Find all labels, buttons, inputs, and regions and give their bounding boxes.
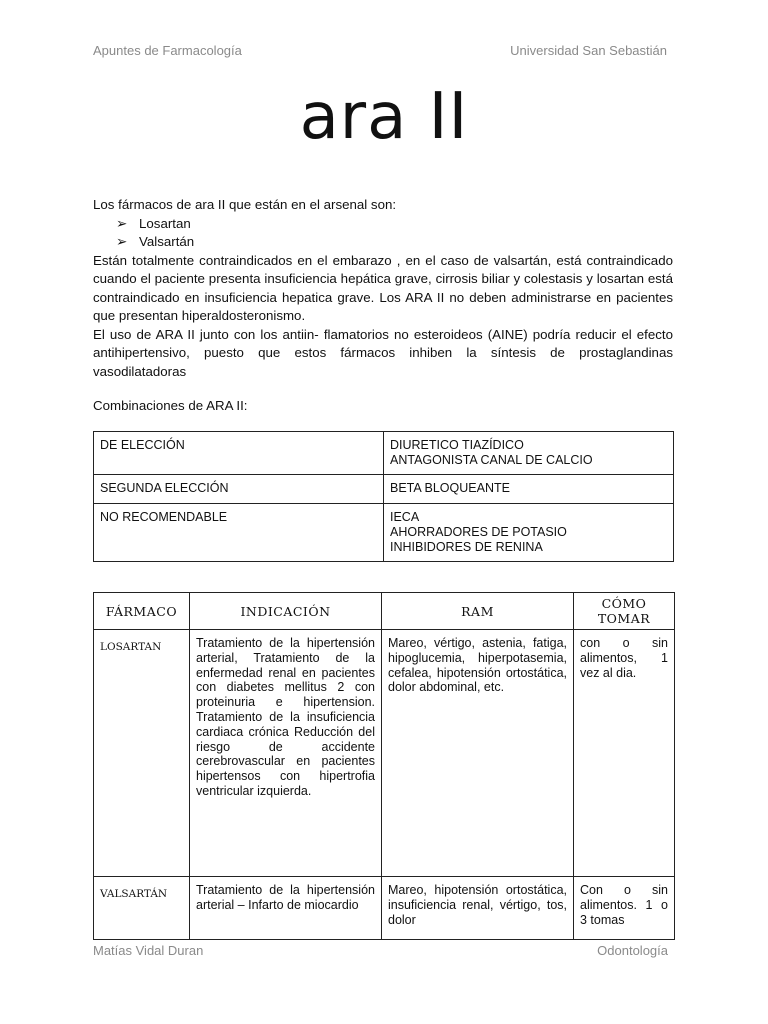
table-row [94, 630, 675, 877]
column-header: FÁRMACO [94, 593, 190, 630]
table-cell: DE ELECCIÓN [94, 432, 384, 475]
dosage-cell: con o sin alimentos, 1 vez al dia. [574, 630, 675, 877]
header-right: Universidad San Sebastián [510, 43, 667, 58]
list-item [93, 233, 673, 252]
body-text [93, 196, 673, 381]
page-title: ara II [299, 80, 469, 154]
column-header: INDICACIÓN [190, 593, 382, 630]
combinations-label: Combinaciones de ARA II: [93, 398, 248, 413]
drug-list [93, 215, 673, 252]
cell-line: BETA BLOQUEANTE [390, 481, 510, 495]
intro-text: Los fármacos de ara II que están en el arsenal son: [93, 197, 397, 212]
drug-name-cell: LOSARTAN [94, 630, 190, 877]
combinations-table [93, 431, 674, 562]
cell-line: ANTAGONISTA CANAL DE CALCIO [390, 453, 593, 467]
cell-text: Mareo, hipotensión ortostática, insuficiencia renal, vértigo, tos, dolor [388, 883, 567, 927]
table-cell: NO RECOMENDABLE [94, 504, 384, 562]
column-header: CÓMO TOMAR [574, 593, 675, 630]
table-header-row [94, 593, 675, 630]
table-cell [384, 504, 674, 562]
interactions-paragraph: El uso de ARA II junto con los antiin- flamatorios no esteroideos (AINE) podría reducir el efecto antihipertensivo, puesto que estos fármacos inhiben la síntesis de prostaglandinas vasodilatadoras [93, 326, 673, 379]
footer-right: Odontología [597, 943, 668, 958]
table-row [94, 877, 675, 940]
footer-left: Matías Vidal Duran [93, 943, 204, 958]
table-row [94, 504, 674, 562]
contraindications-paragraph: Están totalmente contraindicados en el embarazo , en el caso de valsartán, está contraindicado cuando el paciente presenta insuficiencia hepática grave, cirrosis biliar y colestasis y losartan está contraindicado en insuficiencia hepatica grave. Los ARA II no deben administrarse en pacientes que presentan hiperaldosteronismo. [93, 252, 673, 323]
cell-line: INHIBIDORES DE RENINA [390, 540, 543, 554]
cell-line: IECA [390, 510, 420, 524]
arrow-icon: ➢ [116, 234, 128, 249]
table-row [94, 432, 674, 475]
indication-cell [190, 877, 382, 940]
ram-cell: Mareo, vértigo, astenia, fatiga, hipoglucemia, hiperpotasemia, cefalea, hipotensión ortostática, dolor abdominal, etc. [382, 630, 574, 877]
table-row [94, 475, 674, 504]
list-item-text: Losartan [139, 215, 191, 231]
table-cell: SEGUNDA ELECCIÓN [94, 475, 384, 504]
list-item [93, 215, 673, 234]
drug-table [93, 592, 675, 940]
ram-cell [382, 877, 574, 940]
list-item-text: Valsartán [139, 234, 195, 249]
drug-name-cell: VALSARTÁN [94, 877, 190, 940]
table-cell [384, 432, 674, 475]
indication-cell: Tratamiento de la hipertensión arterial, Tratamiento de la enfermedad renal en pacientes con diabetes mellitus 2 con proteinuria e hipertension. Tratamiento de la insuficiencia cardiaca crónica Reducción del riesgo de accidente cerebrovascular en pacientes hipertensos con hipertrofia ventricular izquierda. [190, 630, 382, 877]
cell-line: AHORRADORES DE POTASIO [390, 525, 567, 539]
cell-text: Con o sin alimentos. 1 o 3 tomas [580, 883, 668, 927]
header-left: Apuntes de Farmacología [93, 43, 242, 58]
cell-text: Tratamiento de la hipertensión arterial – Infarto de miocardio [196, 883, 375, 912]
cell-line: DIURETICO TIAZÍDICO [390, 438, 524, 452]
dosage-cell [574, 877, 675, 940]
column-header: RAM [382, 593, 574, 630]
arrow-icon: ➢ [116, 215, 128, 231]
table-cell [384, 475, 674, 504]
